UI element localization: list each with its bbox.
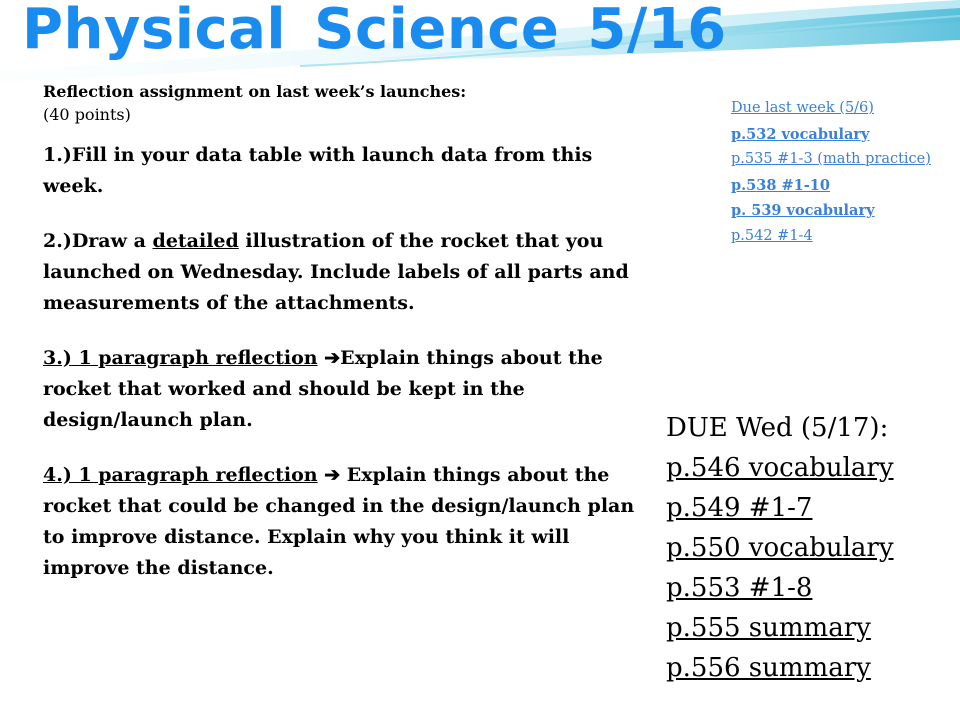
item-4-text: Explain things about the rocket that could be changed in the design/launch plan to improve distance. Explain why you think it will improve the distance. xyxy=(43,464,635,579)
assignment-item-4 xyxy=(43,460,648,584)
due-wednesday-link[interactable]: p.555 summary xyxy=(666,613,871,643)
item-2-emphasis: detailed xyxy=(152,230,239,252)
due-last-week-link[interactable]: p.535 #1-3 (math practice) xyxy=(731,151,931,167)
assignment-points: (40 points) xyxy=(43,105,131,124)
item-3-text: Explain things about the rocket that worked and should be kept in the design/launch plan. xyxy=(43,347,603,431)
assignment-item-1 xyxy=(43,140,648,202)
assignment-item-3 xyxy=(43,343,648,436)
due-wednesday-link[interactable]: p.553 #1-8 xyxy=(666,573,813,603)
assignment-items xyxy=(43,140,648,584)
due-last-week-link[interactable]: p.538 #1-10 xyxy=(731,176,830,194)
due-last-week-link[interactable]: p.542 #1-4 xyxy=(731,227,813,244)
due-wednesday-link[interactable]: p.550 vocabulary xyxy=(666,533,894,563)
due-wednesday-heading: DUE Wed (5/17): xyxy=(666,413,889,443)
assignment-item-2 xyxy=(43,226,648,319)
due-wednesday-link[interactable]: p.546 vocabulary xyxy=(666,453,894,483)
page-title: Physical Science 5/16 xyxy=(22,0,727,62)
item-4-lead: 4.) 1 paragraph reflection xyxy=(43,464,318,486)
due-last-week-link[interactable]: p.532 vocabulary xyxy=(731,125,870,143)
due-last-week-heading-link[interactable]: Due last week (5/6) xyxy=(731,100,874,116)
due-wednesday-link[interactable]: p.549 #1-7 xyxy=(666,493,813,523)
assignment-intro xyxy=(43,80,643,126)
assignment-heading: Reflection assignment on last week’s launches: xyxy=(43,82,467,101)
due-last-week-link[interactable]: p. 539 vocabulary xyxy=(731,202,875,219)
item-2-suffix: illustration of the rocket that you launched on Wednesday. Include labels of all parts and measurements of the attachments. xyxy=(43,230,629,314)
due-wednesday-panel xyxy=(666,408,956,688)
item-2-prefix: 2.)Draw a xyxy=(43,230,153,252)
item-1-text: 1.)Fill in your data table with launch data from this week. xyxy=(43,144,593,197)
item-3-lead: 3.) 1 paragraph reflection xyxy=(43,347,318,369)
arrow-icon: ➔ xyxy=(324,347,341,369)
due-last-week-panel xyxy=(731,96,931,249)
due-wednesday-link[interactable]: p.556 summary xyxy=(666,653,871,683)
arrow-icon: ➔ xyxy=(317,464,347,486)
